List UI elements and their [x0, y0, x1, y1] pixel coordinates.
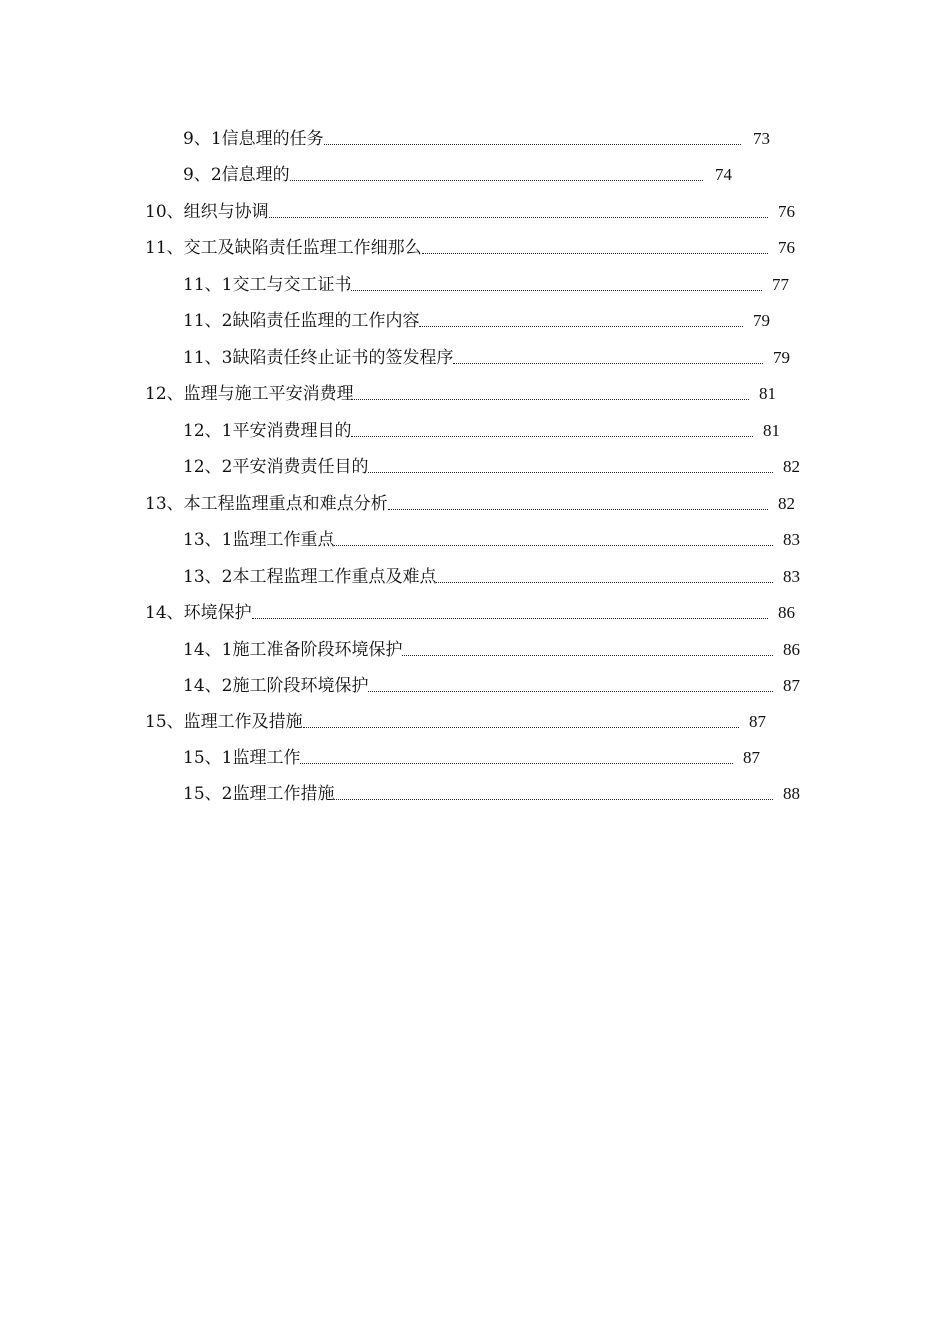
toc-dot-leader	[303, 727, 739, 728]
toc-entry-title: 15、监理工作及措施	[145, 712, 303, 732]
toc-entry-page: 79	[773, 348, 790, 367]
toc-dot-leader	[354, 399, 749, 400]
toc-entry	[183, 637, 800, 661]
toc-dot-leader	[422, 253, 768, 254]
toc-entry	[183, 162, 732, 186]
toc-entry-page: 83	[783, 567, 800, 586]
toc-entry	[183, 126, 770, 150]
toc-entry-page: 77	[772, 275, 789, 294]
toc-entry-page: 79	[753, 311, 770, 330]
toc-entry-title: 12、1平安消费理目的	[183, 421, 352, 441]
toc-dot-leader	[269, 217, 768, 218]
toc-entry	[145, 199, 795, 223]
toc-entry-title: 12、监理与施工平安消费理	[145, 384, 354, 404]
toc-entry-title: 9、2信息理的	[183, 165, 290, 185]
toc-entry-page: 74	[715, 165, 732, 184]
toc-entry-page: 76	[778, 238, 795, 257]
toc-entry-page: 88	[783, 784, 800, 803]
toc-entry-page: 73	[753, 129, 770, 148]
toc-entry	[183, 345, 790, 369]
toc-dot-leader	[351, 436, 753, 437]
toc-dot-leader	[300, 763, 733, 764]
toc-entry-title: 10、组织与协调	[145, 202, 269, 222]
toc-entry	[145, 491, 795, 515]
toc-entry-title: 13、1监理工作重点	[183, 530, 335, 550]
toc-entry-page: 82	[778, 494, 795, 513]
toc-entry	[183, 673, 800, 697]
toc-entry-title: 11、2缺陷责任监理的工作内容	[183, 311, 420, 331]
toc-entry-title: 12、2平安消费责任目的	[183, 457, 369, 477]
toc-entry-page: 83	[783, 530, 800, 549]
toc-entry-page: 86	[783, 640, 800, 659]
toc-dot-leader	[334, 799, 773, 800]
toc-entry	[145, 600, 795, 624]
toc-entry-page: 76	[778, 202, 795, 221]
toc-dot-leader	[402, 655, 773, 656]
toc-dot-leader	[388, 509, 768, 510]
toc-entry-page: 87	[743, 748, 760, 767]
toc-dot-leader	[290, 180, 703, 181]
toc-entry	[145, 381, 776, 405]
toc-entry-page: 87	[783, 676, 800, 695]
toc-dot-leader	[436, 582, 773, 583]
toc-entry	[183, 527, 800, 551]
toc-entry-title: 11、1交工与交工证书	[183, 275, 352, 295]
toc-entry-title: 13、本工程监理重点和难点分析	[145, 494, 388, 514]
toc-entry	[183, 272, 789, 296]
toc-entry	[145, 709, 766, 733]
toc-entry-page: 87	[749, 712, 766, 731]
toc-entry-title: 13、2本工程监理工作重点及难点	[183, 567, 437, 587]
toc-entry-title: 11、3缺陷责任终止证书的签发程序	[183, 348, 454, 368]
toc-entry-title: 14、环境保护	[145, 603, 252, 623]
toc-dot-leader	[419, 326, 743, 327]
toc-dot-leader	[252, 618, 768, 619]
toc-entry-page: 82	[783, 457, 800, 476]
toc-entry-page: 86	[778, 603, 795, 622]
toc-entry	[145, 235, 795, 259]
toc-entry	[183, 564, 800, 588]
toc-entry-title: 14、1施工准备阶段环境保护	[183, 640, 403, 660]
toc-dot-leader	[368, 691, 773, 692]
toc-dot-leader	[368, 472, 773, 473]
toc-entry-title: 15、1监理工作	[183, 748, 301, 768]
toc-entry-page: 81	[763, 421, 780, 440]
toc-dot-leader	[334, 545, 773, 546]
toc-entry-page: 81	[759, 384, 776, 403]
toc-entry	[183, 454, 800, 478]
toc-entry-title: 15、2监理工作措施	[183, 784, 335, 804]
toc-entry	[183, 418, 780, 442]
toc-entry	[183, 308, 770, 332]
toc-dot-leader	[351, 290, 762, 291]
toc-dot-leader	[453, 363, 763, 364]
toc-entry	[183, 745, 760, 769]
toc-dot-leader	[324, 144, 741, 145]
toc-entry-title: 14、2施工阶段环境保护	[183, 676, 369, 696]
toc-entry-title: 9、1信息理的任务	[183, 129, 324, 149]
toc-entry	[183, 781, 800, 805]
toc-entry-title: 11、交工及缺陷责任监理工作细那么	[145, 238, 422, 258]
